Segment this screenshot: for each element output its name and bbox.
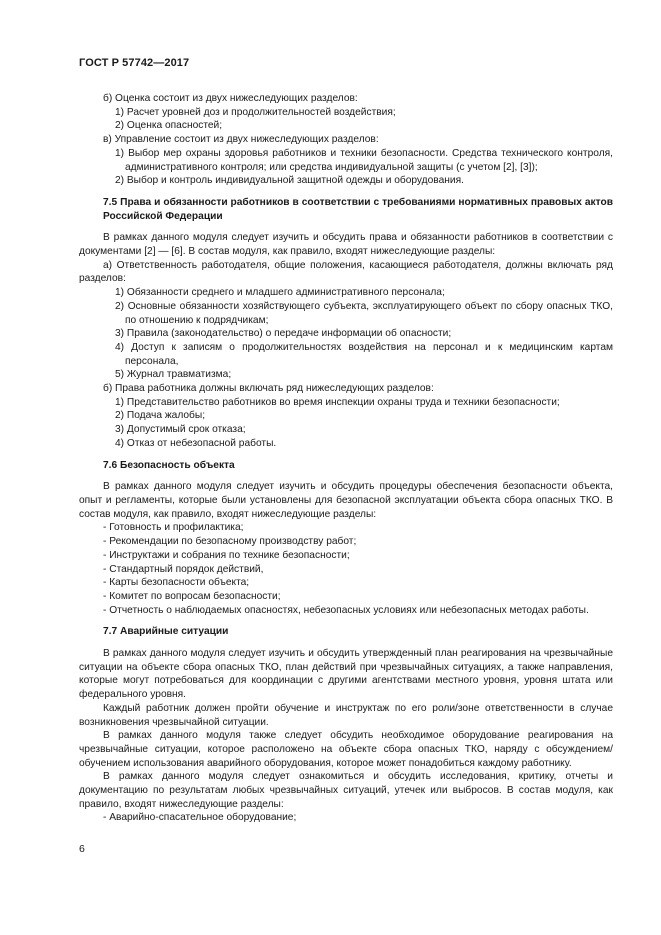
list-item: б) Оценка состоит из двух нижеследующих разделов: <box>103 93 358 104</box>
list-item: 2) Выбор и контроль индивидуальной защитной одежды и оборудования. <box>115 175 464 187</box>
paragraph: В рамках данного модуля следует ознакомиться и обсудить исследования, критику, отчеты и документацию по результатам любых чрезвычайных ситуаций, утечек или выбросов. В состав модуля, как правило, входят нижеследующие разделы: <box>79 771 613 810</box>
list-item: 2) Оценка опасностей; <box>115 120 223 132</box>
page-number: 6 <box>79 843 85 855</box>
paragraph: В рамках данного модуля следует изучить и обсудить права и обязанности работников в соответствии с документами [2] — [6]. В состав модуля, как правило, входят нижеследующие разделы: <box>79 232 613 258</box>
section-heading-7-5: 7.5 Права и обязанности работников в соответствии с требованиями нормативных правовых актов Российской Федерации <box>103 196 613 222</box>
page-body <box>79 92 613 825</box>
list-item: - Карты безопасности объекта; <box>103 577 250 589</box>
list-item: 1) Представительство работников во время инспекции охраны труда и техники безопасности; <box>115 396 560 408</box>
section-heading-7-6: 7.6 Безопасность объекта <box>103 459 235 471</box>
list-item: 5) Журнал травматизма; <box>115 369 232 381</box>
list-item: - Отчетность о наблюдаемых опасностях, небезопасных условиях или небезопасных методах работы. <box>103 604 589 616</box>
list-item: 1) Выбор мер охраны здоровья работников и техники безопасности. Средства технического контроля, административного контроля; или средства индивидуальной защиты (с учетом [2], [3]); <box>115 147 613 173</box>
list-item: 1) Обязанности среднего и младшего административного персонала; <box>115 287 445 299</box>
list-item: - Инструктажи и собрания по технике безопасности; <box>103 549 350 561</box>
section-heading-7-7: 7.7 Аварийные ситуации <box>103 626 229 638</box>
list-item: 2) Подача жалобы; <box>115 410 206 422</box>
list-item: 4) Отказ от небезопасной работы. <box>115 437 277 449</box>
paragraph: В рамках данного модуля следует изучить и обсудить процедуры обеспечения безопасности объекта, опыт и регламенты, которые были установлены для безопасной эксплуатации объекта сбора опасных ТКО. В состав модуля, как правило, входят нижеследующие разделы: <box>79 481 613 520</box>
list-item: а) Ответственность работодателя, общие положения, касающиеся работодателя, должны включать ряд разделов: <box>79 259 613 285</box>
list-item: 3) Допустимый срок отказа; <box>115 424 246 436</box>
list-item: 2) Основные обязанности хозяйствующего субъекта, эксплуатирующего объект по сбору опасных ТКО, по отношению к подрядчикам; <box>115 300 613 326</box>
list-item: б) Права работника должны включать ряд нижеследующих разделов: <box>103 383 434 395</box>
paragraph: Каждый работник должен пройти обучение и инструктаж по его роли/зоне ответственности в случае возникновения чрезвычайной ситуации. <box>79 702 613 728</box>
list-item: 4) Доступ к записям о продолжительностях воздействия на персонал и к медицинским картам персонала, <box>115 341 613 367</box>
list-item: - Рекомендации по безопасному производству работ; <box>103 536 357 548</box>
list-item: 3) Правила (законодательство) о передаче информации об опасности; <box>115 328 452 340</box>
list-item: - Стандартный порядок действий, <box>103 563 264 575</box>
list-item: - Аварийно-спасательное оборудование; <box>103 812 297 824</box>
list-item: - Комитет по вопросам безопасности; <box>103 590 281 602</box>
list-item: - Готовность и профилактика; <box>103 522 244 534</box>
paragraph: В рамках данного модуля также следует обсудить необходимое оборудование реагирования на чрезвычайные ситуации, которое расположено на объекте сбора опасных ТКО, наряду с обсуждением/обучением использования аварийного оборудования, которое может понадобиться каждому работнику. <box>79 730 613 769</box>
standard-code-header: ГОСТ Р 57742—2017 <box>79 57 190 69</box>
list-item: 1) Расчет уровней доз и продолжительностей воздействия; <box>115 106 396 118</box>
paragraph: В рамках данного модуля следует изучить и обсудить утвержденный план реагирования на чрезвычайные ситуации на объекте сбора опасных ТКО, план действий при чрезвычайных ситуациях, а также направления, которые могут потребоваться для координации с другими агентствами местного уровня, уровня штата или федерального уровня. <box>79 648 613 701</box>
list-item: в) Управление состоит из двух нижеследующих разделов: <box>103 134 379 146</box>
